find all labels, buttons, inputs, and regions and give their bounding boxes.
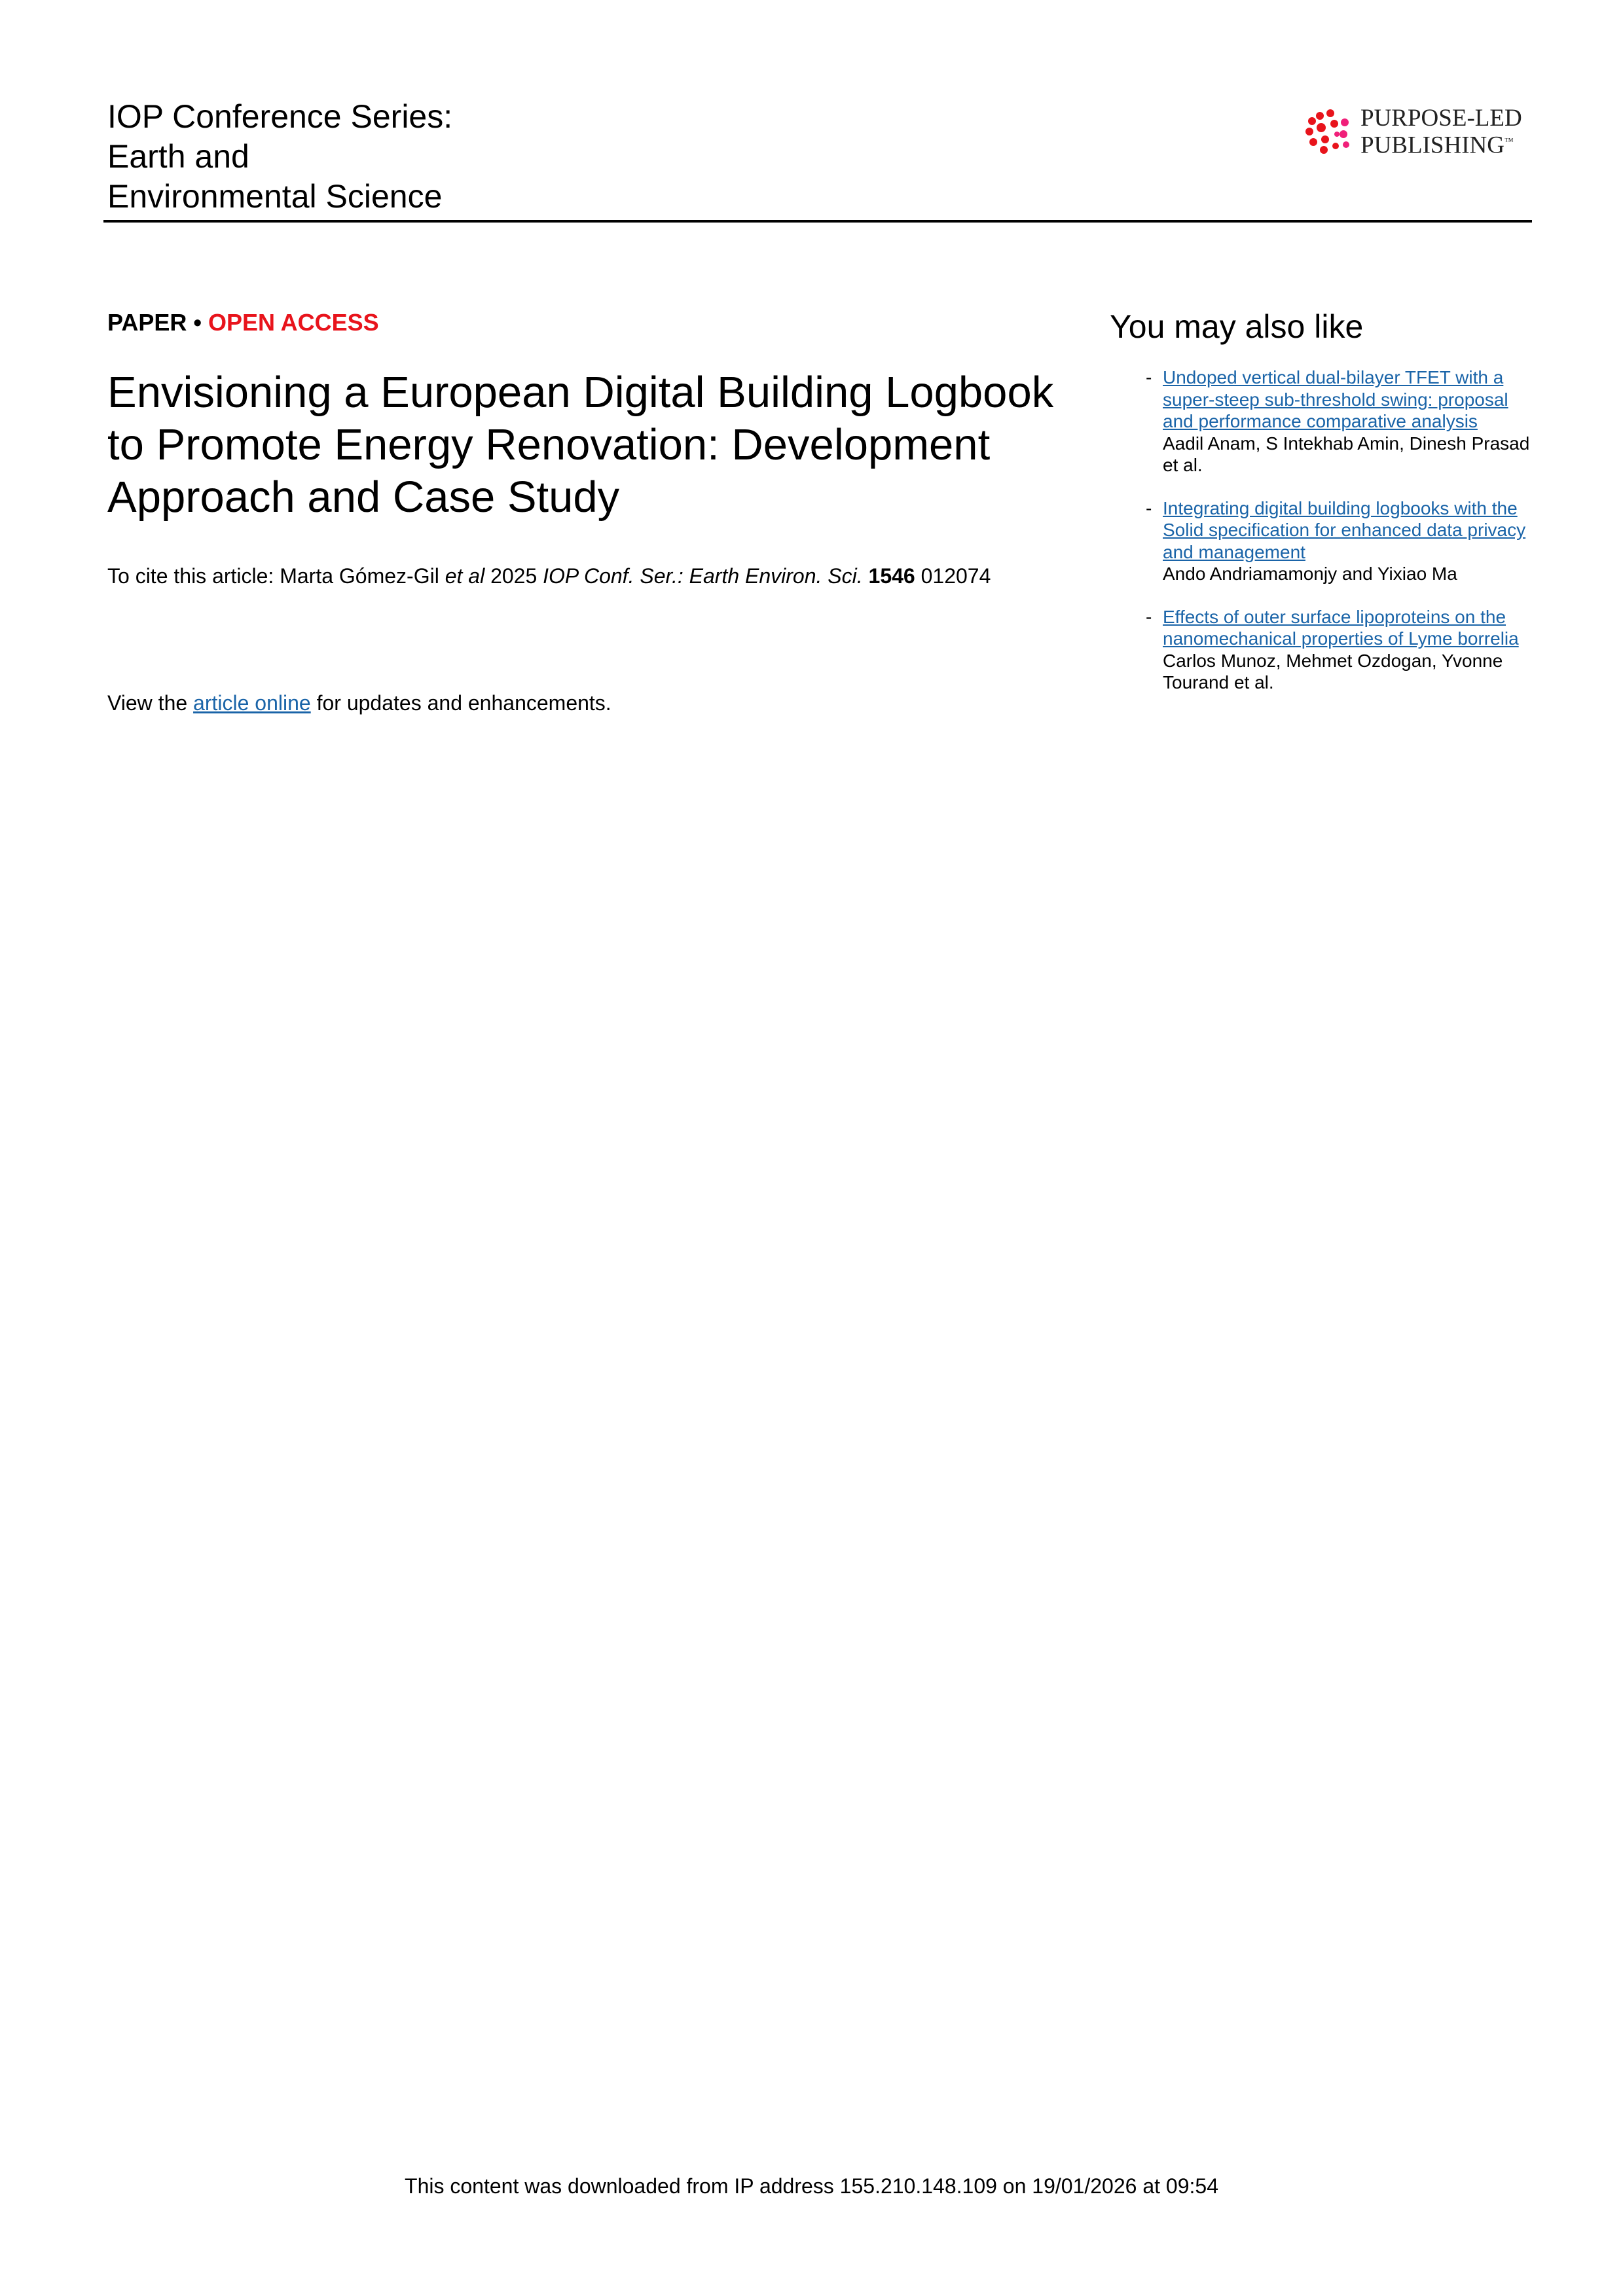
title-line: to Promote Energy Renovation: Development [107,420,991,469]
related-list [1146,367,1539,715]
logo-line: PURPOSE-LED [1360,105,1522,132]
citation [107,564,991,588]
cite-number: 012074 [915,564,991,588]
related-title-link[interactable]: Undoped vertical dual-bilayer TFET with a super-steep sub-threshold swing: proposal and performance comparative analysis [1163,367,1508,431]
open-access-label: OPEN ACCESS [208,309,379,336]
article-type [107,309,379,336]
related-authors: Carlos Munoz, Mehmet Ozdogan, Yvonne Tourand et al. [1163,650,1503,692]
cite-prefix: To cite this article: Marta Gómez-Gil [107,564,445,588]
cite-volume: 1546 [868,564,915,588]
article-online-link[interactable]: article online [193,691,311,715]
header-divider [103,220,1532,223]
view-prefix: View the [107,691,194,715]
related-heading: You may also like [1110,308,1364,345]
related-title-link[interactable]: Effects of outer surface lipoproteins on the nanomechanical properties of Lyme borrelia [1163,606,1519,649]
title-line: Envisioning a European Digital Building Logbook [107,368,1054,417]
article-title [107,367,1076,524]
related-authors: Ando Andriamamonjy and Yixiao Ma [1163,564,1457,584]
title-line: Approach and Case Study [107,473,620,522]
bullet-dash: - [1146,497,1152,518]
journal-name [107,97,452,217]
related-item [1146,497,1539,585]
trademark: ™ [1504,137,1514,147]
related-item [1146,606,1539,694]
molecule-logo-icon [1305,108,1351,156]
cite-year: 2025 [484,564,543,588]
paper-label: PAPER [107,309,187,336]
view-suffix: for updates and enhancements. [310,691,611,715]
related-authors: Aadil Anam, S Intekhab Amin, Dinesh Prasad et al. [1163,433,1530,475]
journal-line: Earth and [107,138,249,175]
view-online-note [107,691,611,715]
bullet-dash: - [1146,606,1152,627]
separator: • [187,309,208,336]
journal-line: Environmental Science [107,178,443,215]
download-footer: This content was downloaded from IP address 155.210.148.109 on 19/01/2026 at 09:54 [405,2174,1218,2198]
cite-journal: IOP Conf. Ser.: Earth Environ. Sci. [543,564,863,588]
journal-line: IOP Conference Series: [107,98,453,135]
cite-etal: et al [445,564,485,588]
logo-line: PUBLISHING [1360,132,1504,159]
related-title-link[interactable]: Integrating digital building logbooks with the Solid specification for enhanced data privacy and management [1163,497,1526,562]
related-item [1146,367,1539,476]
purpose-led-publishing-logo [1305,106,1531,158]
bullet-dash: - [1146,367,1152,387]
